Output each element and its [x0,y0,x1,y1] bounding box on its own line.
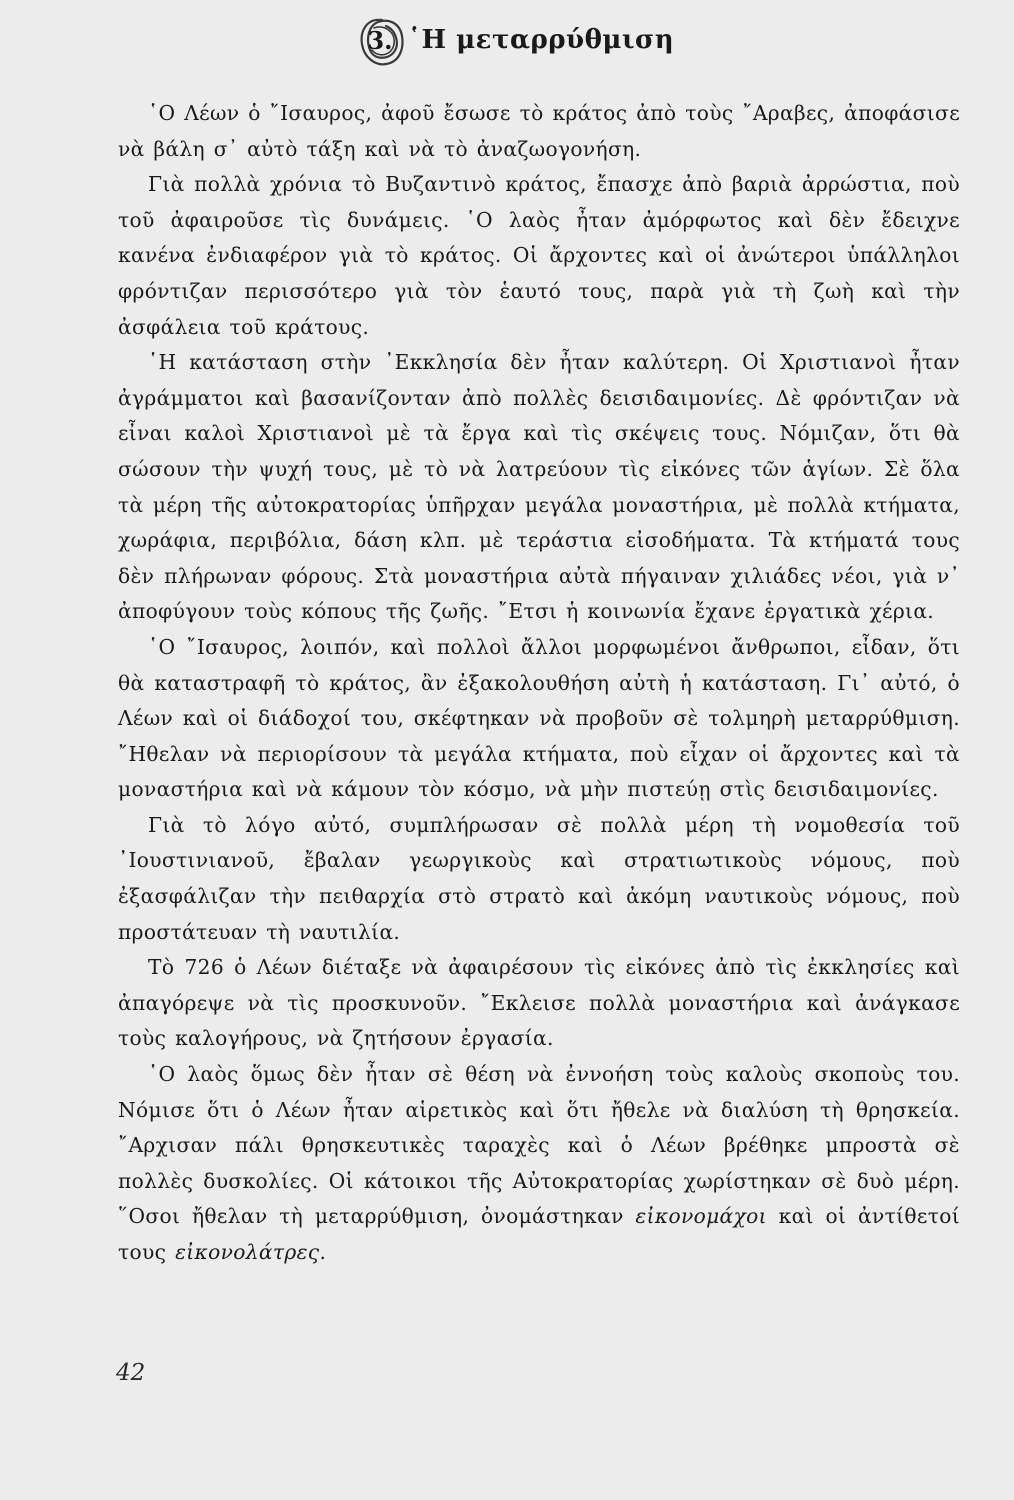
term-iconodules: εἰκονολάτρες [175,1240,320,1264]
paragraph: Γιὰ τὸ λόγο αὐτό, συμπλήρωσαν σὲ πολλὰ μέρη τὴ νομοθεσία τοῦ ᾽Ιουστινιανοῦ, ἔβαλαν γεωργικοὺς καὶ στρατιωτικοὺς νόμους, ποὺ ἐξασφάλιζαν τὴν πειθαρχία στὸ στρατὸ καὶ ἀκόμη ναυτικοὺς νόμους, ποὺ προστάτευαν τὴ ναυτιλία. [118,812,960,944]
last-paragraph [118,1057,960,1271]
paragraph: Τὸ 726 ὁ Λέων διέταξε νὰ ἀφαιρέσουν τὶς εἰκόνες ἀπὸ τὶς ἐκκλησίες καὶ ἀπαγόρεψε νὰ τὶς προσκυνοῦν. ῎Εκλεισε πολλὰ μοναστήρια καὶ ἀνάγκασε τοὺς καλογήρους, νὰ ζητήσουν ἐργασία. [118,955,960,1051]
last-paragraph-end: . [319,1240,327,1264]
section-number: 3. [367,25,393,55]
paragraph: ῾Ο Λέων ὁ ῎Ισαυρος, ἀφοῦ ἔσωσε τὸ κράτος ἀπὸ τοὺς ῎Αραβες, ἀποφάσισε νὰ βάλη σ᾽ αὐτὸ τάξη καὶ νὰ τὸ ἀναζωογονήση. [118,101,960,161]
paragraph: Γιὰ πολλὰ χρόνια τὸ Βυζαντινὸ κράτος, ἔπασχε ἀπὸ βαριὰ ἀρρώστια, ποὺ τοῦ ἀφαιροῦσε τὶς δυνάμεις. ῾Ο λαὸς ἦταν ἀμόρφωτος καὶ δὲν ἔδειχνε κανένα ἐνδιαφέρον γιὰ τὸ κράτος. Οἱ ἄρχοντες καὶ οἱ ἀνώτεροι ὑπάλληλοι φρόντιζαν περισσότερο γιὰ τὸν ἑαυτό τους, παρὰ γιὰ τὴ ζωὴ καὶ τὴν ἀσφάλεια τοῦ κράτους. [118,172,960,339]
body-text [118,96,960,1271]
term-iconoclasts: εἰκονομάχοι [635,1204,767,1229]
section-number-wrap [360,18,400,62]
section-heading [360,18,674,62]
last-paragraph-middle: καὶ οἱ ἀντίθετοί τους [118,1204,960,1264]
last-paragraph-text: ῾Ο λαὸς ὅμως δὲν ἦταν σὲ θέση νὰ ἐννοήση τοὺς καλοὺς σκοποὺς του. Νόμισε ὅτι ὁ Λέων ἦταν αἱρετικὸς καὶ ὅτι ἤθελε νὰ διαλύση τὴ θρησκεία. ῎Αρχισαν πάλι θρησκευτικὲς ταραχὲς καὶ ὁ Λέων βρέθηκε μπροστὰ σὲ πολλὲς δυσκολίες. Οἱ κάτοικοι τῆς Αὐτοκρατορίας χωρίστηκαν σὲ δυὸ μέρη. ῞Οσοι ἤθελαν τὴ μεταρρύθμιση, ὀνομάστηκαν [118,1062,960,1229]
section-title: ῾Η μεταρρύθμιση [408,25,675,55]
paragraph: ῾Ο ῎Ισαυρος, λοιπόν, καὶ πολλοὶ ἄλλοι μορφωμένοι ἄνθρωποι, εἶδαν, ὅτι θὰ καταστραφῆ τὸ κράτος, ἂν ἐξακολουθήση αὐτὴ ἡ κατάσταση. Γι᾽ αὐτό, ὁ Λέων καὶ οἱ διάδοχοί του, σκέφτηκαν νὰ προβοῦν σὲ τολμηρὴ μεταρρύθμιση. ῎Ηθελαν νὰ περιορίσουν τὰ μεγάλα κτήματα, ποὺ εἶχαν οἱ ἄρχοντες καὶ τὰ μοναστήρια καὶ νὰ κάμουν τὸν κόσμο, νὰ μὴν πιστεύῃ στὶς δεισιδαιμονίες. [118,634,960,802]
paragraph: ῾Η κατάσταση στὴν ᾽Εκκλησία δὲν ἦταν καλύτερη. Οἱ Χριστιανοὶ ἦταν ἀγράμματοι καὶ βασανίζονταν ἀπὸ πολλὲς δεισιδαιμονίες. Δὲ φρόντιζαν νὰ εἶναι καλοὶ Χριστιανοὶ μὲ τὰ ἔργα καὶ τὶς σκέψεις τους. Νόμιζαν, ὅτι θὰ σώσουν τὴν ψυχή τους, μὲ τὸ νὰ λατρεύουν τὶς εἰκόνες τῶν ἁγίων. Σὲ ὅλα τὰ μέρη τῆς αὐτοκρατορίας ὑπῆρχαν μεγάλα μοναστήρια, μὲ πολλὰ κτήματα, χωράφια, περιβόλια, δάση κλπ. μὲ τεράστια εἰσοδήματα. Τὰ κτήματά τους δὲν πλήρωναν φόρους. Στὰ μοναστήρια αὐτὰ πήγαιναν χιλιάδες νέοι, γιὰ ν᾽ ἀποφύγουν τοὺς κόπους τῆς ζωῆς. ῎Ετσι ἡ κοινωνία ἔχανε ἐργατικὰ χέρια. [118,350,960,624]
page-number: 42 [116,1360,146,1386]
